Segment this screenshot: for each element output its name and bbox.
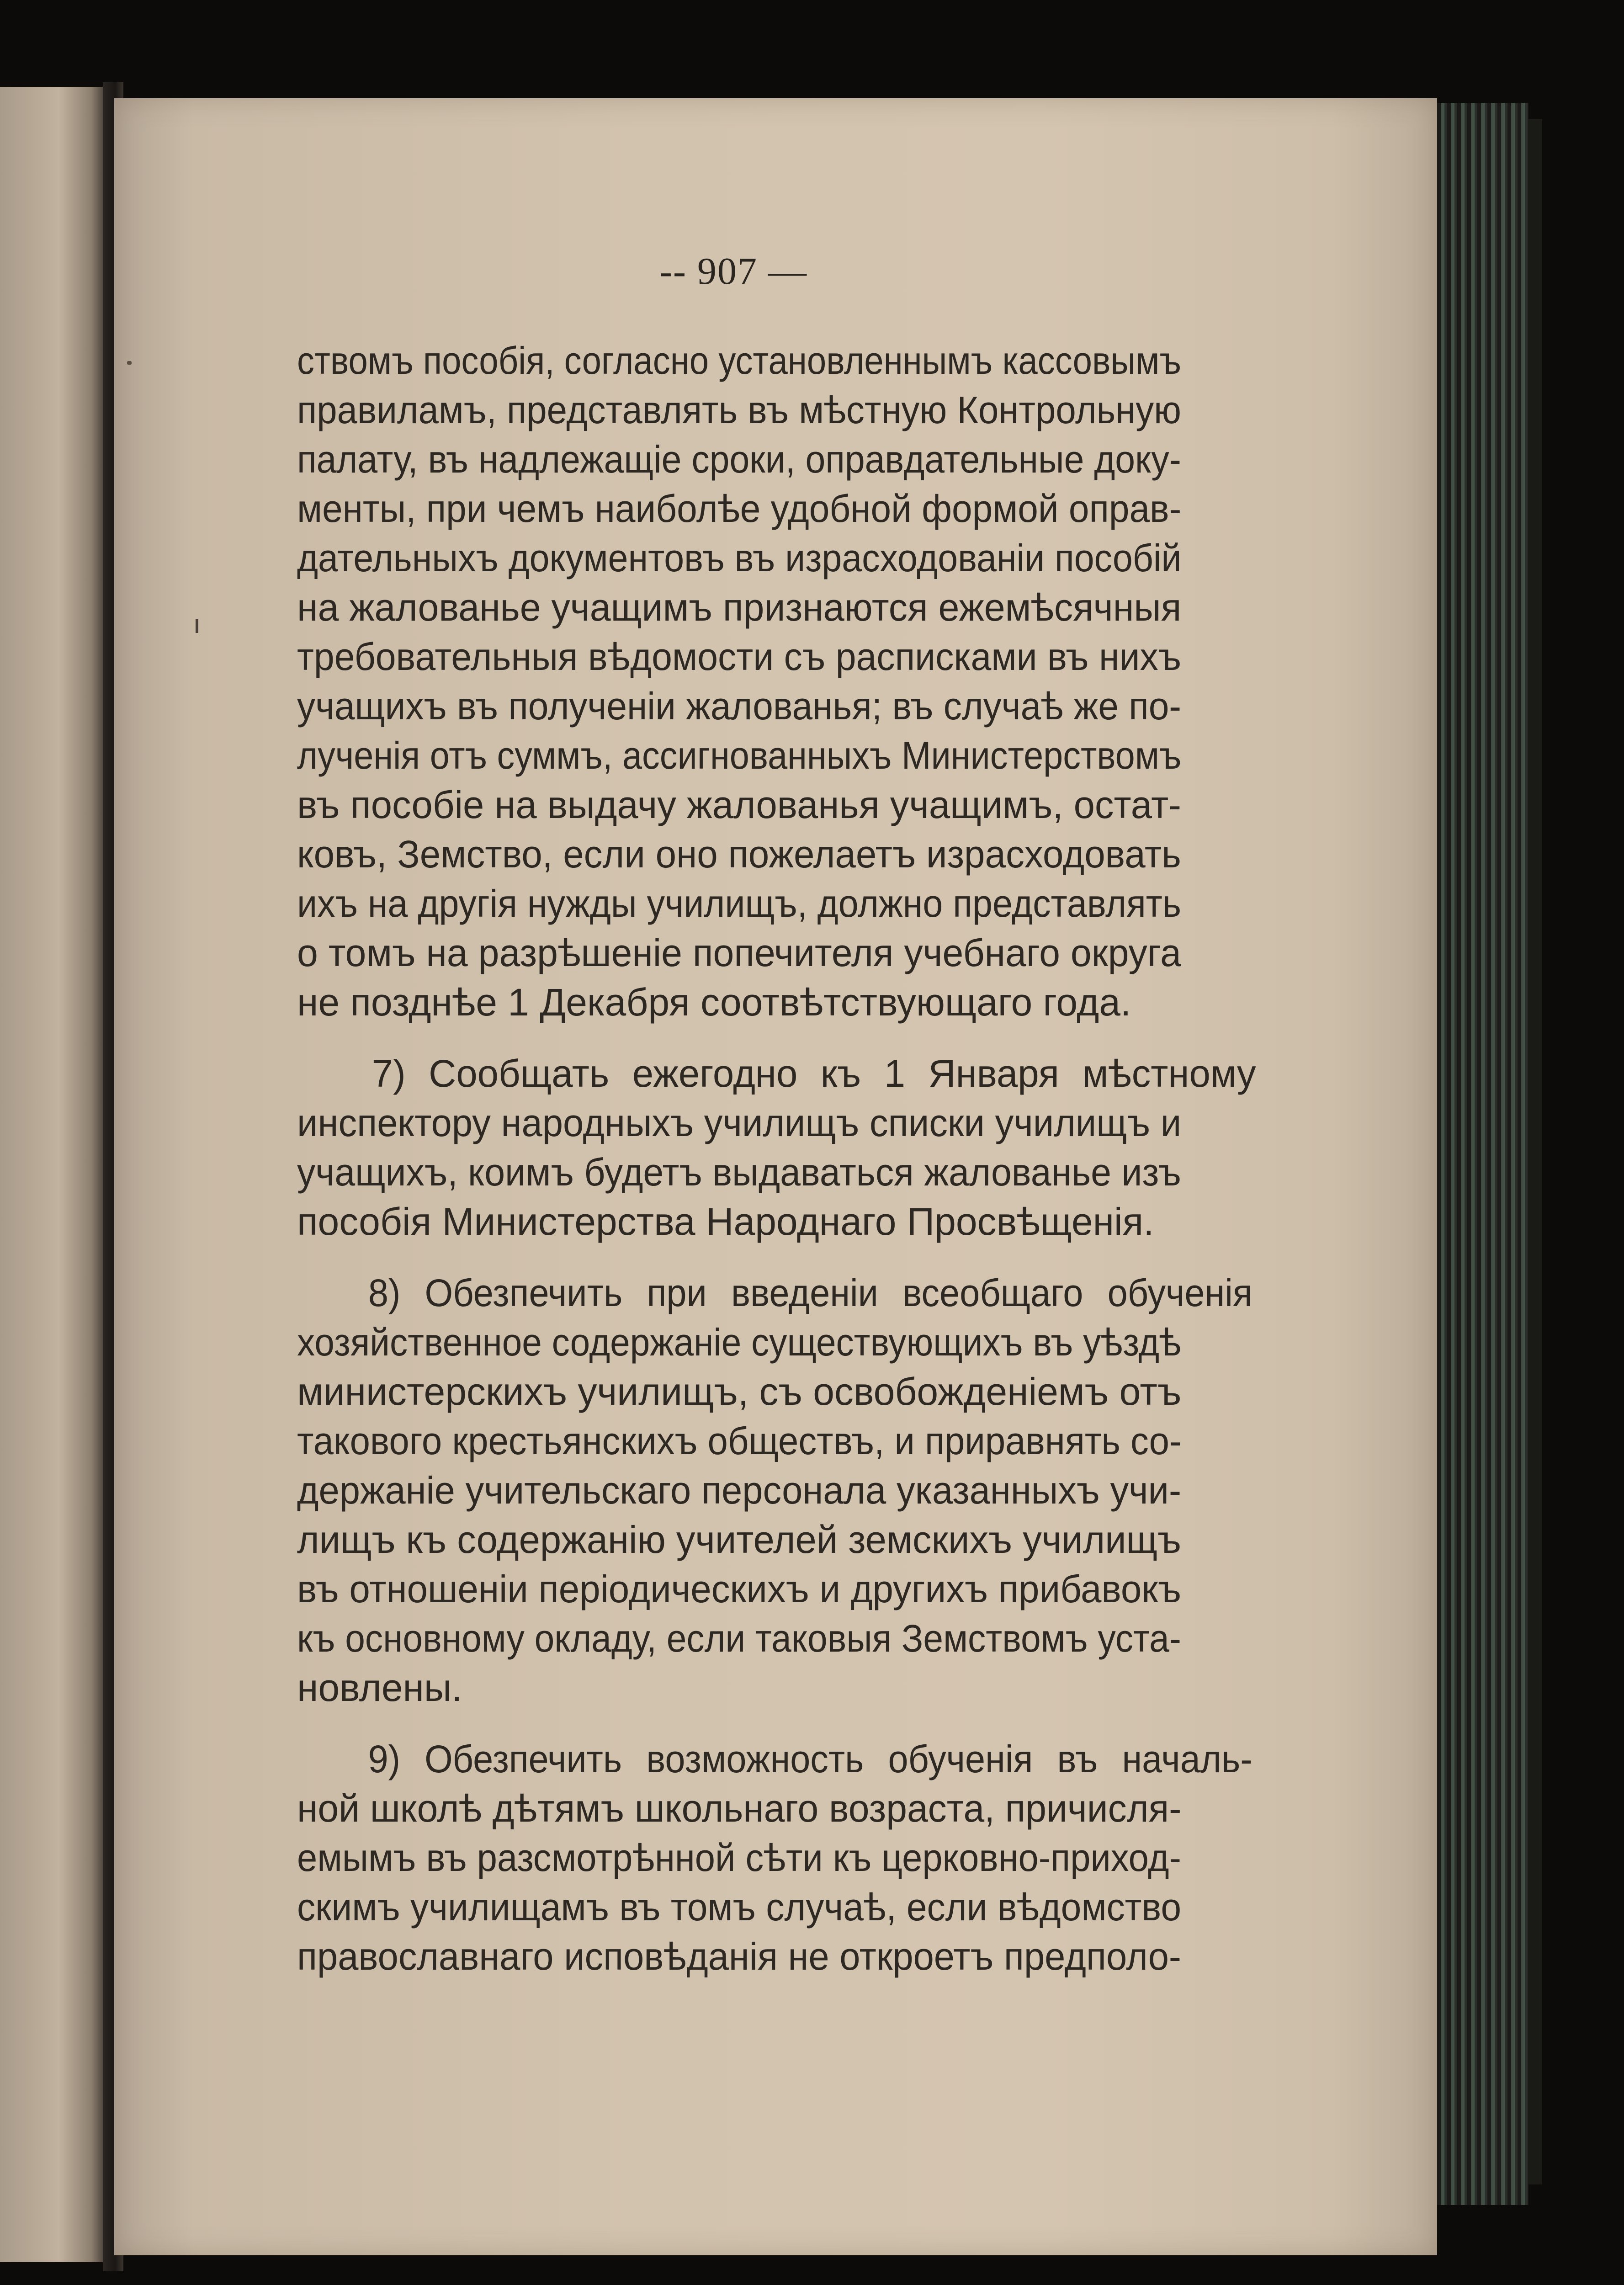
text-line: скимъ училищамъ въ томъ случаѣ, если вѣдомство bbox=[297, 1886, 1181, 1929]
text-line: менты, при чемъ наиболѣе удобной формой оправ- bbox=[297, 487, 1182, 530]
text-line: ной школѣ дѣтямъ школьнаго возраста, причисля- bbox=[297, 1787, 1182, 1830]
text-line: министерскихъ училищъ, съ освобожденіемъ отъ bbox=[297, 1370, 1182, 1413]
page-number: -- 907 — bbox=[659, 250, 807, 292]
paragraph-gap bbox=[297, 1712, 1181, 1734]
text-line: хозяйственное содержаніе существующихъ въ уѣздѣ bbox=[297, 1321, 1182, 1364]
page-speck bbox=[127, 361, 132, 365]
body-text bbox=[297, 336, 1256, 1981]
book-cover-edge bbox=[1528, 119, 1542, 2184]
text-line: учащихъ въ полученіи жалованья; въ случаѣ же по- bbox=[297, 685, 1182, 728]
text-line: дательныхъ документовъ въ израсходованіи пособій bbox=[297, 537, 1182, 579]
text-line: 8) Обезпечить при введеніи всеобщаго обученія bbox=[368, 1271, 1252, 1314]
text-line: въ пособіе на выдачу жалованья учащимъ, остат- bbox=[297, 783, 1182, 826]
text-line: держаніе учительскаго персонала указанныхъ учи- bbox=[297, 1469, 1182, 1512]
text-line: такового крестьянскихъ обществъ, и приравнять со- bbox=[297, 1419, 1182, 1462]
left-page-edge bbox=[0, 87, 107, 2262]
text-line: требовательныя вѣдомости съ расписками въ нихъ bbox=[297, 635, 1182, 678]
text-line: ковъ, Земство, если оно пожелаетъ израсходовать bbox=[297, 833, 1181, 876]
text-line: къ основному окладу, если таковыя Земствомъ уста- bbox=[297, 1617, 1181, 1660]
text-line: въ отношеніи періодическихъ и другихъ прибавокъ bbox=[297, 1568, 1182, 1610]
text-line: 9) Обезпечить возможность обученія въ началь- bbox=[368, 1738, 1252, 1780]
paragraph-gap bbox=[297, 1027, 1181, 1049]
text-line: емымъ въ разсмотрѣнной сѣти къ церковно-приход- bbox=[297, 1836, 1181, 1879]
text-line: правиламъ, представлять въ мѣстную Контрольную bbox=[297, 388, 1181, 431]
text-line: инспектору народныхъ училищъ списки училищъ и bbox=[297, 1101, 1182, 1144]
text-line: лученія отъ суммъ, ассигнованныхъ Министерствомъ bbox=[297, 734, 1182, 777]
text-line: учащихъ, коимъ будетъ выдаваться жалованье изъ bbox=[297, 1151, 1181, 1194]
paragraph-gap bbox=[297, 1246, 1181, 1268]
text-line: новлены. bbox=[297, 1666, 462, 1709]
text-line: православнаго исповѣданія не откроетъ предполо- bbox=[297, 1935, 1181, 1978]
text-line: ихъ на другія нужды училищъ, должно представлять bbox=[297, 882, 1182, 925]
text-line: лищъ къ содержанію учителей земскихъ училищъ bbox=[297, 1518, 1182, 1561]
text-line: палату, въ надлежащіе сроки, оправдательные доку- bbox=[297, 438, 1181, 481]
text-line: ствомъ пособія, согласно установленнымъ кассовымъ bbox=[297, 339, 1182, 382]
text-line: на жалованье учащимъ признаются ежемѣсячныя bbox=[297, 586, 1182, 629]
page-stack-edge bbox=[1437, 103, 1528, 2205]
text-line: 7) Сообщать ежегодно къ 1 Января мѣстному bbox=[372, 1052, 1256, 1095]
text-line: не позднѣе 1 Декабря соотвѣтствующаго года. bbox=[297, 981, 1131, 1024]
text-line: о томъ на разрѣшеніе попечителя учебнаго округа bbox=[297, 931, 1181, 974]
margin-mark bbox=[196, 619, 198, 633]
text-line: пособія Министерства Народнаго Просвѣщенія. bbox=[297, 1200, 1154, 1243]
